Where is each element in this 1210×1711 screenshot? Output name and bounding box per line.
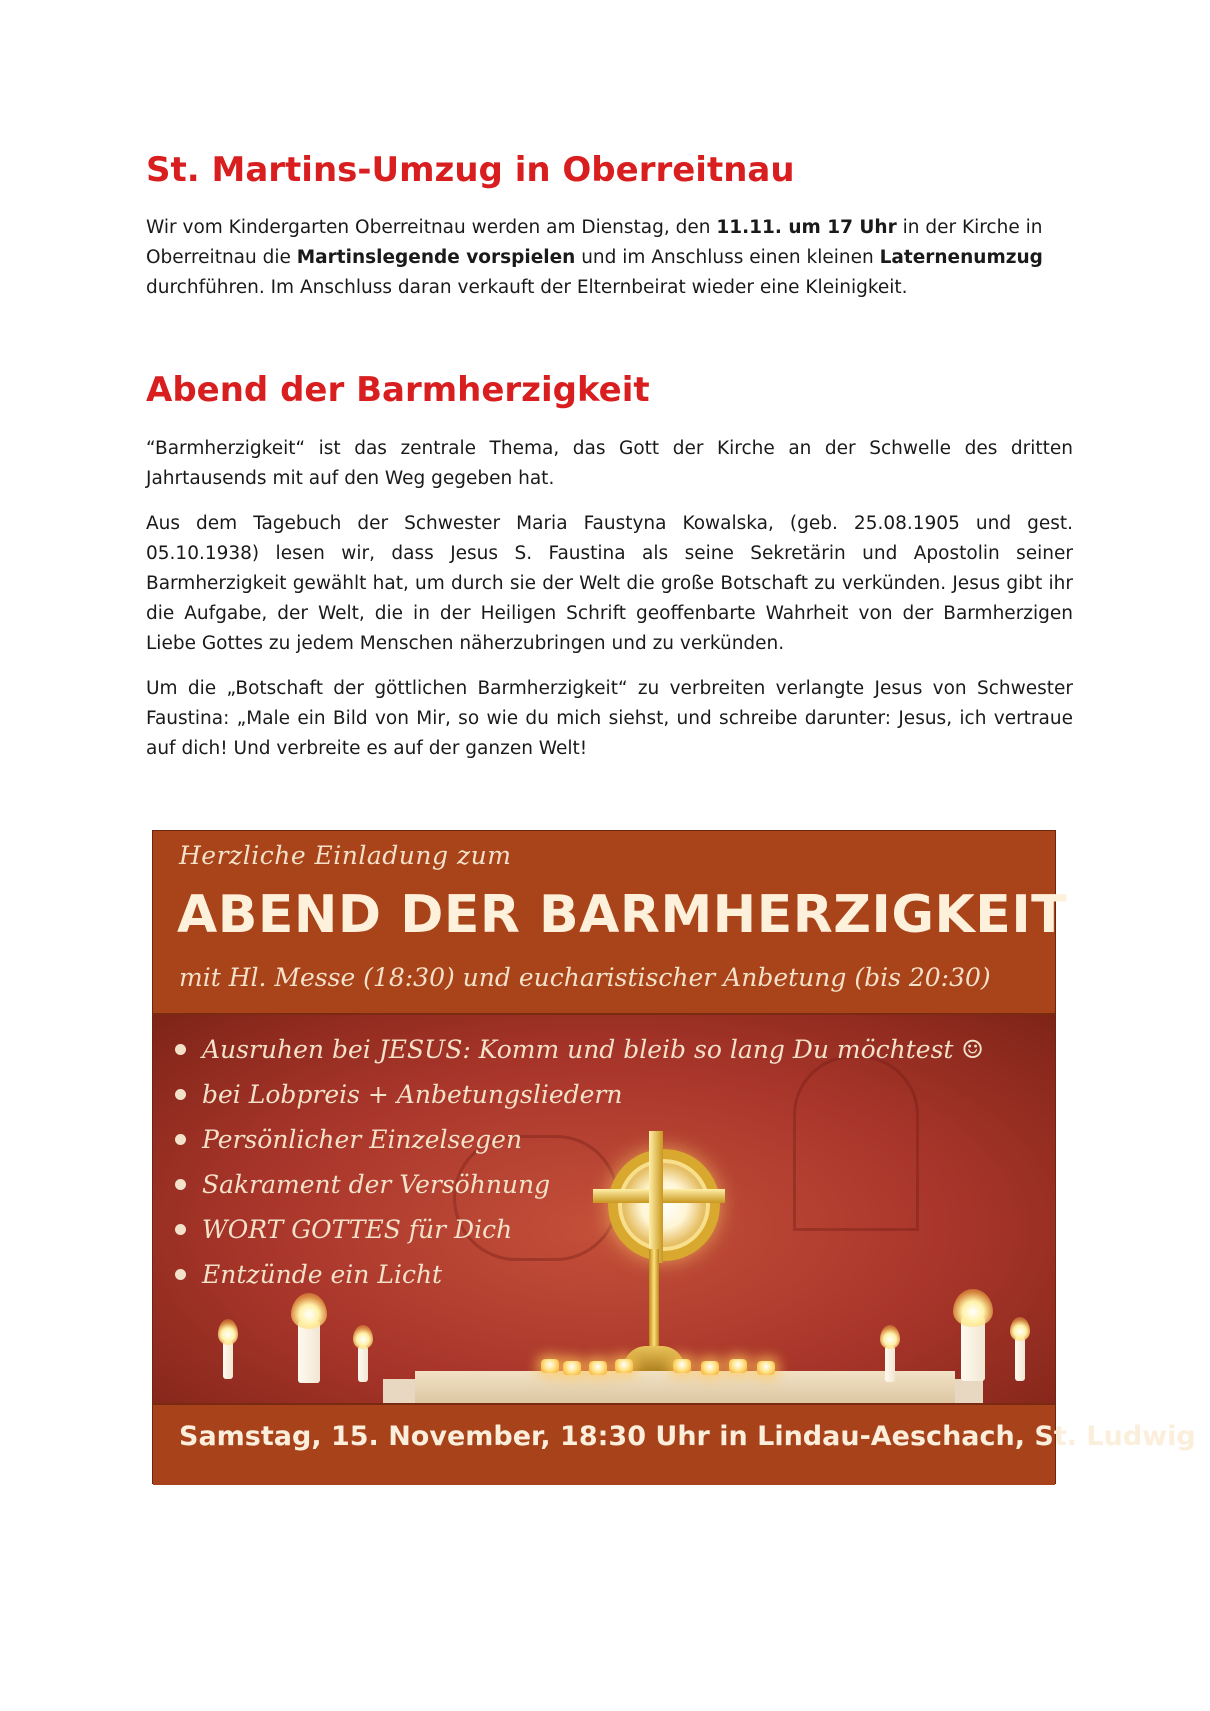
martins-date: 11.11. um 17 Uhr	[716, 217, 897, 238]
bullet-dot-icon	[175, 1269, 186, 1280]
monstrance-icon	[608, 1149, 720, 1261]
candle-icon	[358, 1346, 368, 1382]
bullet-dot-icon	[175, 1134, 186, 1145]
martins-legend: Martinslegende vorspielen	[296, 247, 576, 268]
candle-icon	[223, 1341, 233, 1379]
poster-subline: mit Hl. Messe (18:30) und eucharistischer Anbetung (bis 20:30)	[179, 963, 991, 992]
bullet-dot-icon	[175, 1044, 186, 1055]
flame-icon	[291, 1293, 327, 1329]
tealight-icon	[541, 1359, 559, 1373]
flame-icon	[353, 1325, 373, 1349]
section-title-martins: St. Martins-Umzug in Oberreitnau	[146, 150, 795, 190]
flame-icon	[218, 1319, 238, 1345]
poster-bullet: bei Lobpreis + Anbetungsliedern	[175, 1072, 984, 1117]
tealight-icon	[701, 1361, 719, 1375]
bullet-dot-icon	[175, 1089, 186, 1100]
tealight-icon	[589, 1361, 607, 1375]
martins-paragraph	[146, 213, 1073, 303]
candle-icon	[885, 1346, 895, 1382]
flame-icon	[880, 1325, 900, 1349]
martins-text-4: durchführen. Im Anschluss daran verkauft der Elternbeirat wieder eine Kleinigkeit.	[146, 277, 908, 298]
tealight-icon	[673, 1359, 691, 1373]
tealight-icon	[729, 1359, 747, 1373]
flame-icon	[1010, 1317, 1030, 1341]
tealight-icon	[757, 1361, 775, 1375]
poster-bullet: Ausruhen bei JESUS: Komm und bleib so lang Du möchtest ☺	[175, 1027, 984, 1072]
flame-icon	[953, 1289, 993, 1327]
poster-footer: Samstag, 15. November, 18:30 Uhr in Lindau-Aeschach, St. Ludwig	[179, 1421, 1196, 1452]
poster-bullet: Persönlicher Einzelsegen	[175, 1117, 984, 1162]
poster-bullet: Entzünde ein Licht	[175, 1252, 984, 1297]
martins-lantern: Laternenumzug	[879, 247, 1043, 268]
bullet-dot-icon	[175, 1179, 186, 1190]
martins-text-1: Wir vom Kindergarten Oberreitnau werden am Dienstag, den	[146, 217, 717, 238]
martins-text-2: in der Kirche in Oberreitnau die	[146, 217, 1043, 268]
poster-headline: ABEND DER BARMHERZIGKEIT	[177, 885, 1068, 945]
martins-text-3: und im Anschluss einen kleinen	[575, 247, 880, 268]
barmherzigkeit-paragraph-1: “Barmherzigkeit“ ist das zentrale Thema, das Gott der Kirche an der Schwelle des dritten Jahrtausends mit auf den Weg gegeben hat.	[146, 438, 1073, 489]
monstrance-cross	[649, 1131, 663, 1263]
poster-invite: Herzliche Einladung zum	[179, 841, 512, 870]
barmherzigkeit-paragraph-2: Aus dem Tagebuch der Schwester Maria Faustyna Kowalska, (geb. 25.08.1905 und gest. 05.10.1938) lesen wir, dass Jesus S. Faustina als seine Sekretärin und Apostolin seiner Barmherzigkeit gewählt hat, um durch sie der Welt die große Botschaft zu verkünden. Jesus gibt ihr die Aufgabe, der Welt, die in der Heiligen Schrift geoffenbarte Wahrheit von der Barmherzigen Liebe Gottes zu jedem Menschen näherzubringen und zu verkünden.	[146, 513, 1073, 654]
section-title-barmherzigkeit: Abend der Barmherzigkeit	[146, 370, 650, 410]
poster-bullet: Sakrament der Versöhnung	[175, 1162, 984, 1207]
tealight-icon	[615, 1359, 633, 1373]
candle-icon	[1015, 1337, 1025, 1381]
bullet-dot-icon	[175, 1224, 186, 1235]
event-poster	[152, 830, 1196, 1484]
poster-bullet-list	[175, 1027, 984, 1297]
tealight-icon	[563, 1361, 581, 1375]
candle-icon	[298, 1321, 320, 1383]
poster-bullet: WORT GOTTES für Dich	[175, 1207, 984, 1252]
barmherzigkeit-paragraph-3: Um die „Botschaft der göttlichen Barmherzigkeit“ zu verbreiten verlangte Jesus von Schwester Faustina: „Male ein Bild von Mir, so wie du mich siehst, und schreibe darunter: Jesus, ich vertraue auf dich! Und verbreite es auf der ganzen Welt!	[146, 678, 1073, 759]
